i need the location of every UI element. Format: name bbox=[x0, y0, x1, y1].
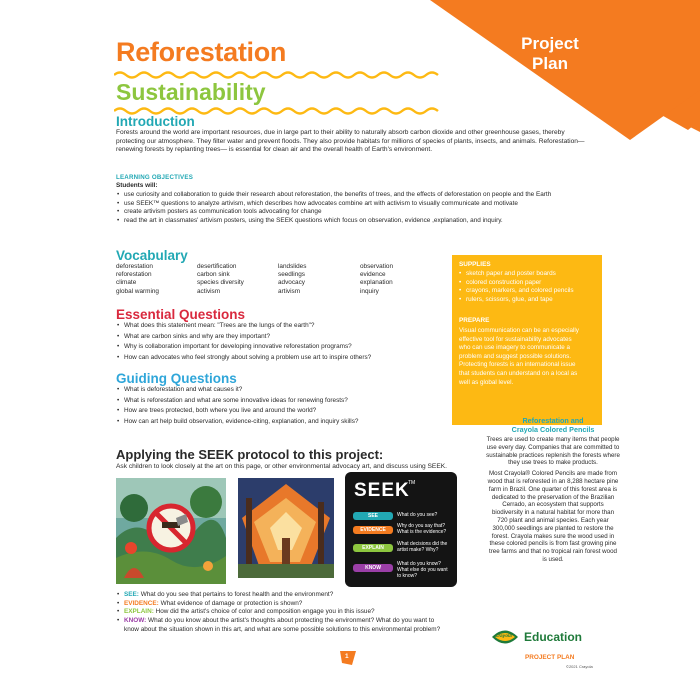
prepare-text: Visual communication can be an especially effective tool for sustainability advocates who can use imagery to communicate a problem and suggest possible solutions. Protecting forests is an international issue that students can understand on a local as well as global level. bbox=[459, 327, 579, 386]
badge-line-1: Project bbox=[521, 34, 579, 53]
seek-tag-evidence: EVIDENCE bbox=[353, 526, 393, 534]
vocab-term: deforestation bbox=[116, 263, 153, 270]
vocab-term: artivism bbox=[278, 287, 301, 295]
introduction-text: Forests around the world are important resources, due in large part to their ability to naturally absorb carbon dioxide and other greenhouse gases, thereby protecting our atmosphere. They filter water and prevent floods. They also provide habitats for millions of species of plants, insects, and animals. Reforestation—renewing forests by replanting trees— is essential for clean air and the overall health of Earth's environment. bbox=[116, 129, 585, 154]
objective-item: • use curiosity and collaboration to guide their research about reforestation, the benefits of trees, and the effects of deforestation on people and the Earth bbox=[116, 191, 594, 200]
seek-line-text: What do you know about the artist's thoughts about protecting the environment? What do you want to know about the situation shown in this art, and what are some possible solutions to this environmental problem? bbox=[124, 617, 441, 633]
vocab-term: species diversity bbox=[197, 279, 244, 287]
vocab-term: global warming bbox=[116, 287, 159, 295]
seek-label-see: SEE: bbox=[124, 591, 139, 598]
seek-card-title: SEEK bbox=[354, 480, 410, 501]
badge-line-2: Plan bbox=[532, 54, 568, 73]
seek-card bbox=[345, 472, 457, 587]
artwork-jungle-no-axe bbox=[116, 478, 226, 584]
vocab-term: desertification bbox=[197, 263, 237, 270]
vocab-term: advocacy bbox=[278, 279, 305, 287]
guiding-question: • What is deforestation and what causes it? bbox=[116, 386, 446, 395]
vocab-term: carbon sink bbox=[197, 271, 230, 279]
page-title: Reforestation bbox=[116, 37, 287, 67]
seek-line-explain bbox=[116, 608, 448, 617]
footer-copyright: ©2021 Crayola bbox=[566, 664, 593, 669]
supplies-heading: SUPPLIES bbox=[459, 261, 491, 268]
seek-line-know bbox=[116, 617, 448, 634]
education-label: Education bbox=[524, 630, 583, 644]
guiding-questions-heading: Guiding Questions bbox=[116, 371, 237, 386]
essential-questions-heading: Essential Questions bbox=[116, 307, 246, 322]
vocab-column-4 bbox=[360, 263, 393, 296]
seek-label-explain: EXPLAIN: bbox=[124, 608, 154, 616]
vocab-term: landslides bbox=[278, 263, 307, 270]
seek-tag-see: SEE bbox=[353, 512, 393, 520]
vocab-column-1 bbox=[116, 263, 159, 296]
seek-card-question: What do you see? bbox=[397, 512, 438, 518]
supply-item: • rulers, scissors, glue, and tape bbox=[458, 296, 598, 305]
page-number: 1 bbox=[345, 653, 349, 660]
vocab-term: observation bbox=[360, 263, 394, 270]
crayola-logo-text: Crayola bbox=[495, 633, 512, 638]
page-subtitle: Sustainability bbox=[116, 79, 266, 105]
essential-question: • What does this statement mean: "Trees are the lungs of the earth"? bbox=[116, 322, 446, 331]
supply-item: • sketch paper and poster boards bbox=[458, 270, 598, 279]
seek-tag-know: KNOW bbox=[353, 564, 393, 572]
crayola-heading bbox=[486, 416, 620, 434]
introduction-heading: Introduction bbox=[116, 114, 195, 129]
vocab-term: inquiry bbox=[360, 287, 379, 295]
seek-line-see bbox=[116, 591, 448, 600]
guiding-questions-list bbox=[116, 386, 446, 427]
seek-card-question: Why do you say that? What is the evidence? bbox=[397, 523, 447, 535]
vocab-term: climate bbox=[116, 279, 137, 287]
seek-heading: Applying the SEEK protocol to this project: bbox=[116, 447, 384, 462]
vocab-term: activism bbox=[197, 287, 221, 295]
vocab-column-3 bbox=[278, 263, 306, 296]
objective-item: • use SEEK™ questions to analyze artivism, which describes how advocates combine art with activism to visually communicate and motivate bbox=[116, 200, 594, 209]
vocab-term: reforestation bbox=[116, 271, 152, 279]
seek-tag-explain: EXPLAIN bbox=[353, 544, 393, 552]
seek-card-tm: TM bbox=[408, 480, 416, 486]
essential-question: • Why is collaboration important for developing innovative reforestation programs? bbox=[116, 343, 446, 352]
seek-label-know: KNOW: bbox=[124, 617, 147, 625]
supplies-box bbox=[452, 255, 602, 425]
guiding-question: • What is reforestation and what are some innovative ideas for renewing forests? bbox=[116, 397, 446, 406]
crayola-text bbox=[486, 436, 620, 564]
seek-line-text: How did the artist's choice of color and composition engage you in this issue? bbox=[155, 608, 375, 616]
crayola-heading-line-1: Reforestation and bbox=[522, 416, 584, 425]
objectives-heading: LEARNING OBJECTIVES bbox=[116, 174, 194, 181]
prepare-heading: PREPARE bbox=[459, 317, 490, 324]
vocab-term: explanation bbox=[360, 279, 393, 287]
objectives-list bbox=[116, 191, 594, 226]
seek-label-evidence: EVIDENCE: bbox=[124, 599, 159, 607]
footer-project-plan: PROJECT PLAN bbox=[525, 654, 575, 661]
guiding-question: • How are trees protected, both where you live and around the world? bbox=[116, 407, 446, 416]
objectives-lead: Students will: bbox=[116, 182, 158, 189]
objective-item: • read the art in classmates' artivism posters, using the SEEK questions which focus on observation, evidence ,explanation, and inquiry. bbox=[116, 217, 594, 226]
vocab-term: evidence bbox=[360, 271, 386, 279]
guiding-question: • How can art help build observation, evidence-citing, explanation, and inquiry skills? bbox=[116, 418, 446, 427]
seek-line-text: What evidence of damage or protection is shown? bbox=[160, 599, 303, 607]
seek-lines bbox=[116, 591, 448, 635]
seek-intro: Ask children to look closely at the art on this page, or other environmental advocacy art, and discuss using SEEK. bbox=[116, 463, 447, 470]
crayola-heading-line-2: Crayola Colored Pencils bbox=[511, 425, 595, 434]
supply-item: • crayons, markers, and colored pencils bbox=[458, 287, 598, 296]
artwork-forest-abstract bbox=[238, 478, 334, 578]
essential-question: • How can advocates who feel strongly about solving a problem use art to inspire others? bbox=[116, 354, 446, 363]
supplies-list bbox=[458, 270, 598, 305]
seek-card-question: What do you know? What else do you want to know? bbox=[397, 561, 448, 579]
vocabulary-heading: Vocabulary bbox=[116, 248, 188, 263]
seek-line-evidence bbox=[116, 600, 448, 609]
essential-questions-list bbox=[116, 322, 446, 363]
vocab-column-2 bbox=[197, 263, 244, 296]
seek-line-text: What do you see that pertains to forest health and the environment? bbox=[140, 591, 334, 598]
objective-item: • create artivism posters as communication tools advocating for change bbox=[116, 208, 594, 217]
seek-card-question: What decisions did the artist make? Why? bbox=[397, 541, 448, 553]
project-plan-badge bbox=[490, 34, 610, 74]
essential-question: • What are carbon sinks and why are they important? bbox=[116, 333, 446, 342]
crayola-paragraph: Trees are used to create many items that people use every day. Companies that are committed to sustainable practices replenish the forests where they use trees to make products. bbox=[486, 436, 620, 467]
crayola-paragraph: Most Crayola® Colored Pencils are made from wood that is reforested in an 8,288 hectare pine farm in Brazil. One quarter of this forest area is dedicated to the preservation of the Brazilian Cerrado, an ecosystem that supports biodiversity in a natural habitat for more than 720 plant and animal species. Each year 300,000 seedlings are planted to restore the forest. Crayola makes sure the wood used in these colored pencils is from fast growing pine tree farms and that no tropical rain forest wood is used. bbox=[487, 470, 619, 563]
vocab-term: seedlings bbox=[278, 271, 306, 279]
supply-item: • colored construction paper bbox=[458, 279, 598, 288]
